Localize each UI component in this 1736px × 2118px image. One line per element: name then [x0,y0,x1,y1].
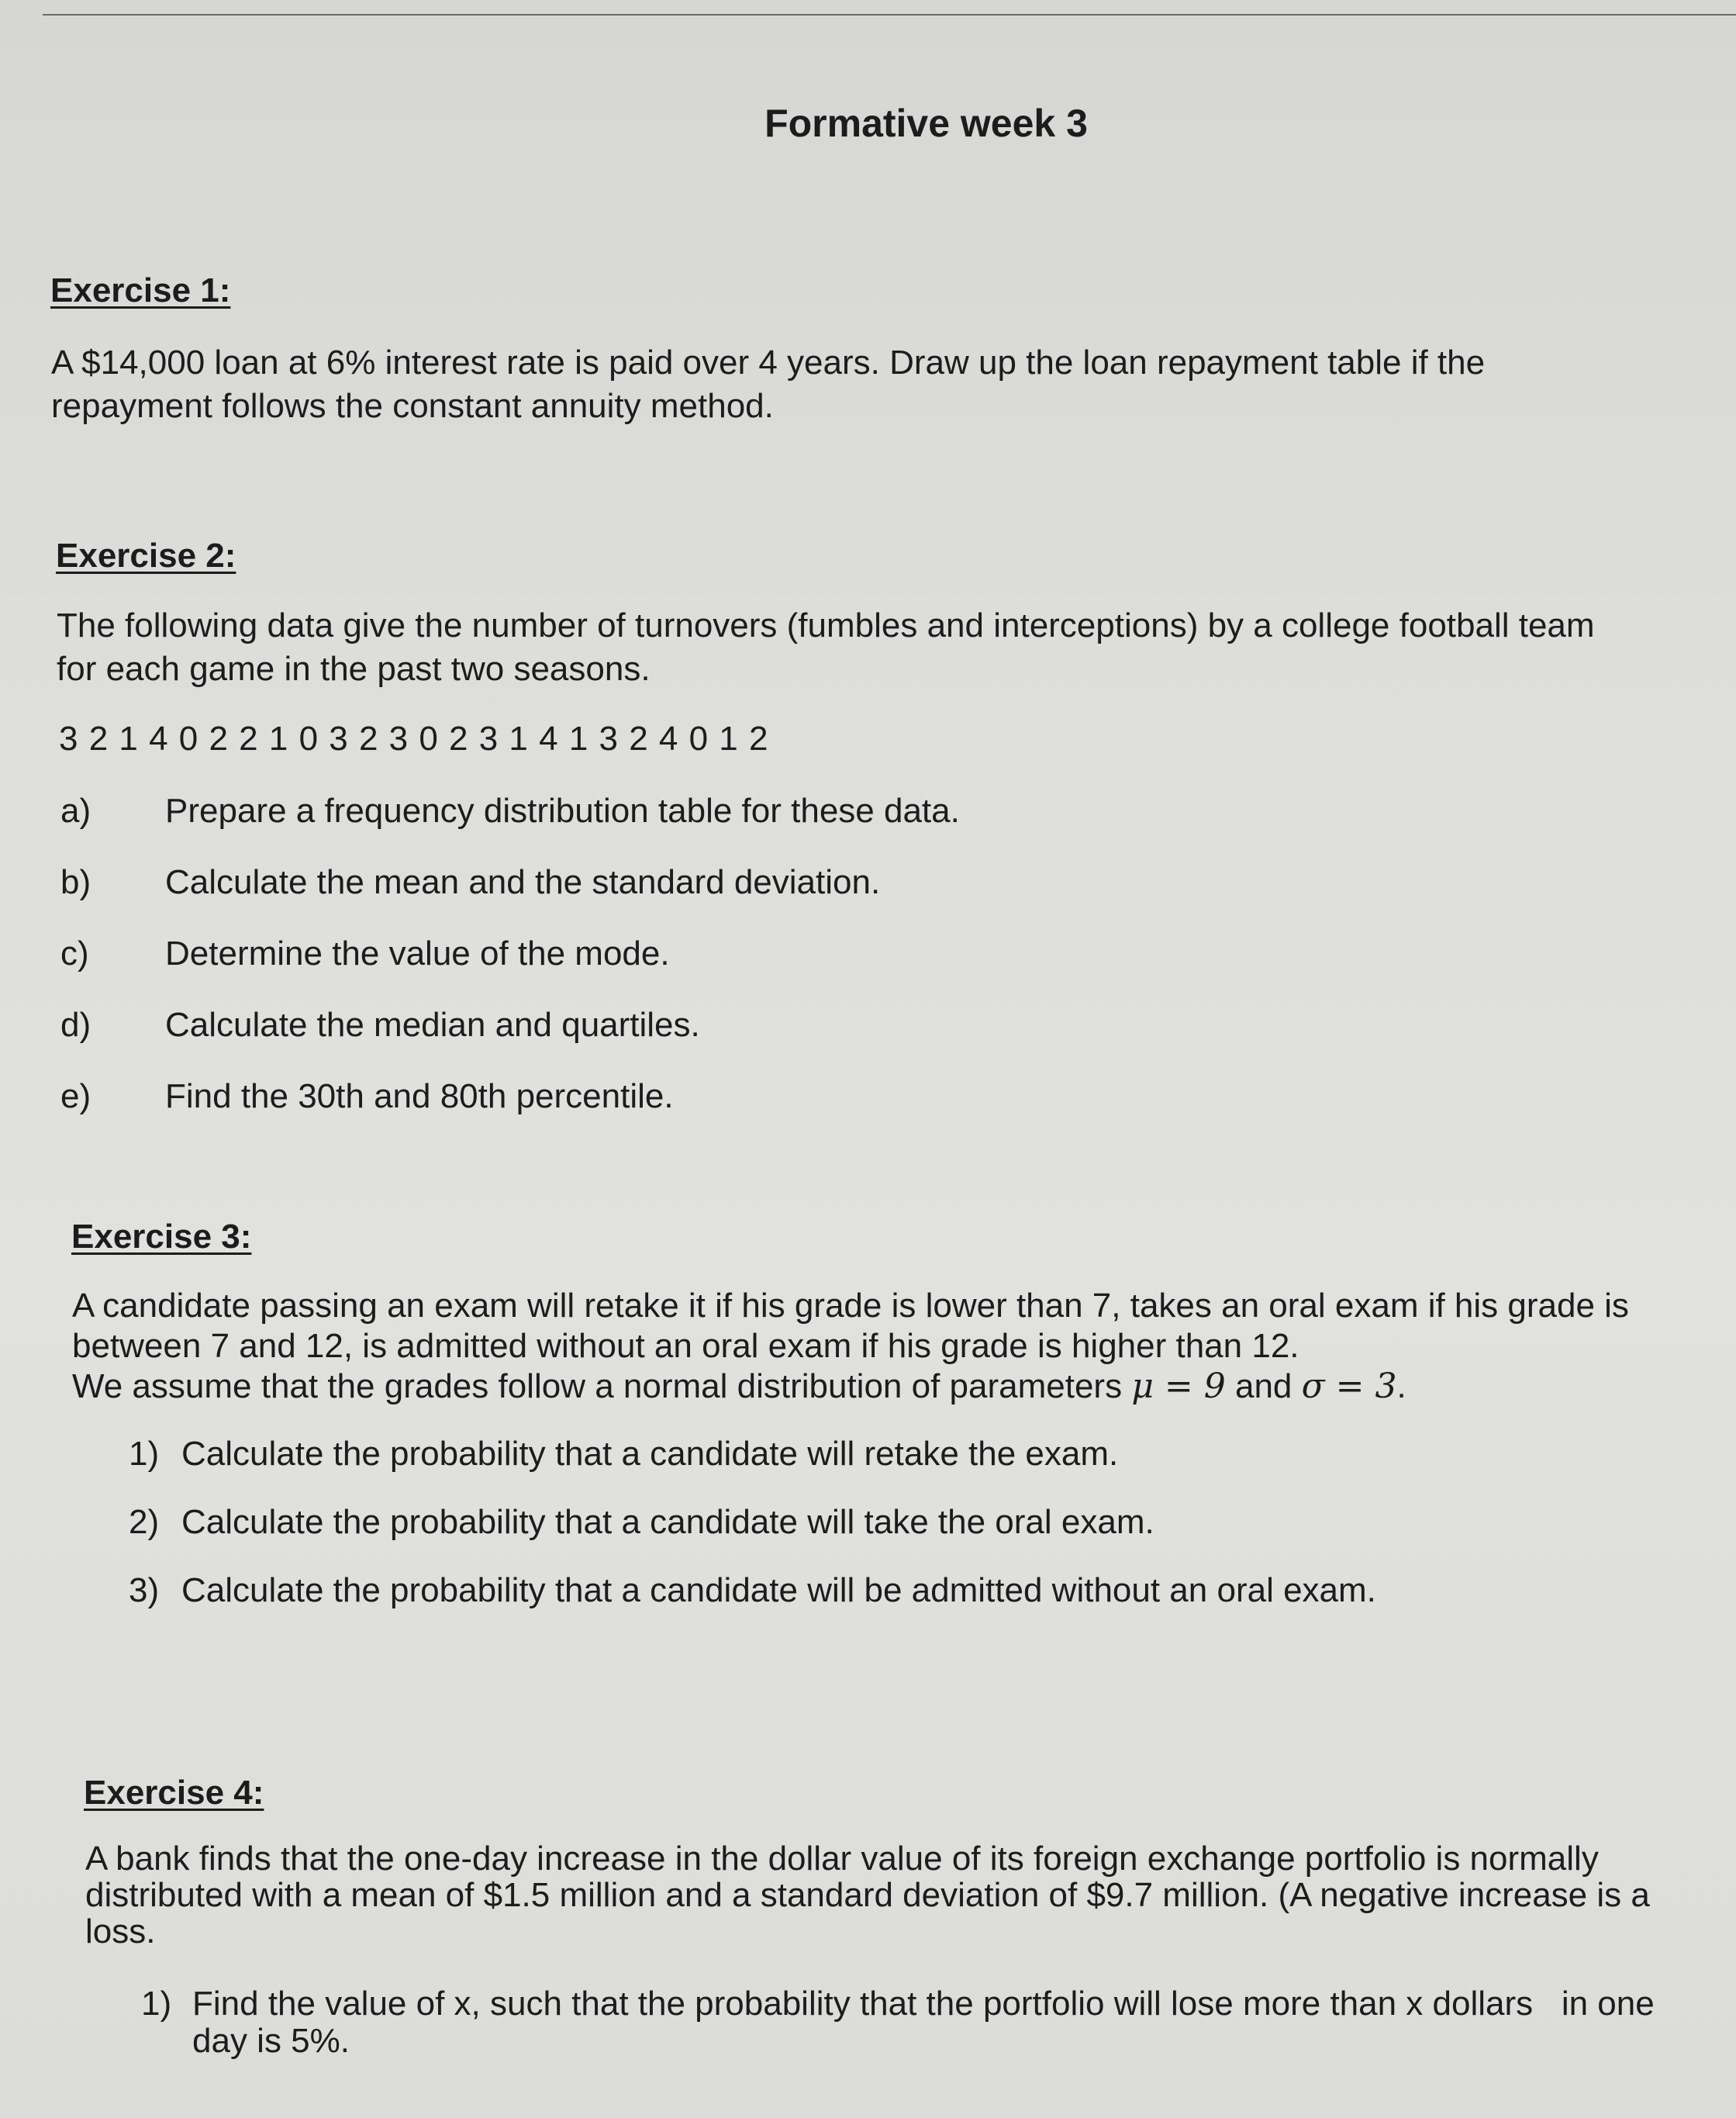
exercise-1-line-1: A $14,000 loan at 6% interest rate is paid over 4 years. Draw up the loan repayment table if the [51,344,1486,382]
mu-formula: μ = 9 [1131,1367,1226,1406]
exercise-4-question-1 [141,1985,1655,2060]
question-number: 3) [129,1571,160,1609]
exercise-4-text [85,1840,1650,1950]
question-b [60,863,960,935]
exercise-2-text [57,604,1595,691]
question-letter: e) [60,1077,91,1115]
question-d [60,1006,960,1077]
exercise-2-line-2: for each game in the past two seasons. [57,650,651,688]
exercise-3-questions [129,1435,1376,1639]
question-a [60,792,960,863]
question-3 [129,1571,1376,1639]
question-e [60,1077,960,1149]
question-line-1: Find the value of x, such that the probability that the portfolio will lose more than x dollars in one [192,1985,1655,2023]
question-text [192,1985,1655,2060]
text-segment: . [1396,1367,1406,1405]
exercise-4-heading: Exercise 4: [84,1774,264,1812]
question-c [60,935,960,1006]
question-letter: d) [60,1006,91,1044]
question-text: Determine the value of the mode. [165,935,670,973]
question-text: Calculate the probability that a candidate will take the oral exam. [181,1503,1154,1541]
exercise-2-line-1: The following data give the number of turnovers (fumbles and interceptions) by a college football team [57,606,1595,644]
question-1 [129,1435,1376,1503]
exercise-3-text [72,1286,1629,1407]
question-letter: a) [60,792,91,830]
question-text: Prepare a frequency distribution table for these data. [165,792,960,830]
question-text: Calculate the mean and the standard deviation. [165,863,881,901]
exercise-4-line-3: loss. [85,1912,156,1950]
question-number: 1) [141,1985,172,2023]
exercise-4-line-1: A bank finds that the one-day increase in the dollar value of its foreign exchange portfolio is normally [85,1840,1599,1878]
exercise-3-heading: Exercise 3: [71,1218,252,1256]
exercise-2-questions [60,792,960,1149]
exercise-3-line-1: A candidate passing an exam will retake it if his grade is lower than 7, takes an oral exam if his grade is [72,1287,1629,1325]
exercise-1-text [51,341,1485,428]
exercise-3-line-2: between 7 and 12, is admitted without an oral exam if his grade is higher than 12. [72,1327,1299,1365]
question-number: 2) [129,1503,160,1541]
sigma-formula: σ = 3 [1301,1367,1397,1406]
exercise-2-heading: Exercise 2: [56,537,236,575]
question-letter: c) [60,935,89,973]
question-number: 1) [129,1435,160,1473]
text-segment: We assume that the grades follow a normal distribution of parameters [72,1367,1132,1405]
text-segment: and [1225,1367,1302,1405]
question-text: Calculate the median and quartiles. [165,1006,700,1044]
question-line-2: day is 5%. [192,2022,350,2060]
page-title: Formative week 3 [764,102,1088,145]
question-text: Calculate the probability that a candidate will retake the exam. [181,1435,1119,1473]
question-text: Find the 30th and 80th percentile. [165,1077,674,1115]
exercise-1-heading: Exercise 1: [50,271,231,309]
exercise-3-line-3 [72,1367,1629,1407]
exercise-4-line-2: distributed with a mean of $1.5 million and a standard deviation of $9.7 million. (A negative increase is a [85,1876,1650,1914]
exercise-1-line-2: repayment follows the constant annuity method. [51,387,774,425]
question-text: Calculate the probability that a candidate will be admitted without an oral exam. [181,1571,1376,1609]
top-rule [43,14,1736,16]
question-letter: b) [60,863,91,901]
exercise-2-data: 3 2 1 4 0 2 2 1 0 3 2 3 0 2 3 1 4 1 3 2 4 0 1 2 [59,720,769,758]
question-2 [129,1503,1376,1571]
